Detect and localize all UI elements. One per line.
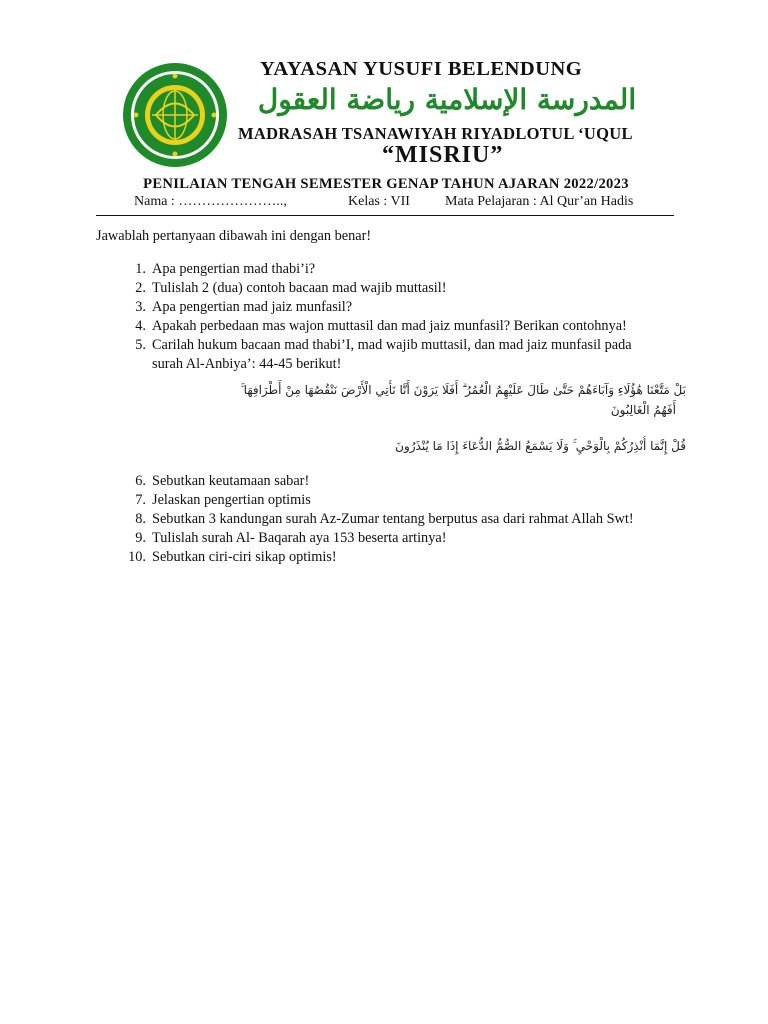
ayah-line-2: أَفَهُمُ الْغَالِبُونَ: [610, 403, 676, 417]
question-text: Carilah hukum bacaan mad thabi’I, mad wajib muttasil, dan mad jaiz munfasil pada: [152, 337, 632, 353]
letterhead: [92, 50, 680, 176]
list-item: [96, 336, 696, 374]
list-item: [96, 548, 696, 567]
question-number: 4.: [135, 318, 146, 334]
question-text: Apakah perbedaan mas wajon muttasil dan mad jaiz munfasil? Berikan contohnya!: [152, 318, 627, 334]
question-list: [96, 260, 696, 567]
question-text: Jelaskan pengertian optimis: [152, 492, 311, 508]
question-text: Sebutkan ciri-ciri sikap optimis!: [152, 549, 337, 565]
ayah-line-3: قُلْ إِنَّمَا أُنْذِرُكُمْ بِالْوَحْيِ ۚ وَلَا يَسْمَعُ الصُّمُّ الدُّعَاءَ إِذَا مَا يُنْذَرُونَ: [395, 439, 686, 453]
list-item: [96, 279, 696, 298]
arabic-school-name: المدرسة الإسلامية رياضة العقول: [257, 83, 637, 116]
question-text-continued: surah Al-Anbiya’: 44-45 berikut!: [152, 356, 342, 372]
question-text: Apa pengertian mad thabi’i?: [152, 261, 316, 277]
list-item: [96, 317, 696, 336]
question-text: Sebutkan 3 kandungan surah Az-Zumar tentang berputus asa dari rahmat Allah Swt!: [152, 511, 634, 527]
list-item: [96, 491, 696, 510]
question-number: 3.: [135, 299, 146, 315]
question-number: 6.: [135, 473, 146, 489]
question-text: Sebutkan keutamaan sabar!: [152, 473, 310, 489]
question-number: 5.: [135, 337, 146, 353]
exam-title: PENILAIAN TENGAH SEMESTER GENAP TAHUN AJARAN 2022/2023: [143, 176, 629, 192]
header-divider: [96, 215, 674, 216]
student-info-row: [0, 194, 768, 214]
madrasah-name: MADRASAH TSANAWIYAH RIYADLOTUL ‘UQUL: [238, 124, 633, 143]
list-item: [96, 260, 696, 279]
question-text: Apa pengertian mad jaiz munfasil?: [152, 299, 353, 315]
question-number: 9.: [135, 530, 146, 546]
question-number: 1.: [135, 261, 146, 277]
school-logo-icon: [122, 62, 228, 168]
list-item: [96, 510, 696, 529]
ayah-line-1: بَلْ مَتَّعْنَا هَٰؤُلَاءِ وَآبَاءَهُمْ حَتَّىٰ طَالَ عَلَيْهِمُ الْعُمُرُ ۗ أَفَلَا يَرَوْنَ أَنَّا نَأْتِي الْأَرْضَ نَنْقُصُهَا مِنْ أَطْرَافِهَا ۚ: [240, 383, 686, 397]
question-number: 10.: [128, 549, 146, 565]
list-item: [96, 472, 696, 491]
class-field: Kelas : VII: [348, 194, 410, 209]
question-number: 2.: [135, 280, 146, 296]
question-text: Tulislah 2 (dua) contoh bacaan mad wajib muttasil!: [152, 280, 447, 296]
question-number: 7.: [135, 492, 146, 508]
foundation-name: YAYASAN YUSUFI BELENDUNG: [260, 58, 583, 80]
name-field: Nama : …………………..,: [134, 194, 287, 209]
list-item: [96, 298, 696, 317]
school-nickname: “MISRIU”: [382, 142, 504, 168]
instruction-text: Jawablah pertanyaan dibawah ini dengan benar!: [96, 228, 372, 244]
subject-field: Mata Pelajaran : Al Qur’an Hadis: [445, 194, 634, 209]
question-number: 8.: [135, 511, 146, 527]
question-text: Tulislah surah Al- Baqarah aya 153 beserta artinya!: [152, 530, 447, 546]
list-item: [96, 529, 696, 548]
